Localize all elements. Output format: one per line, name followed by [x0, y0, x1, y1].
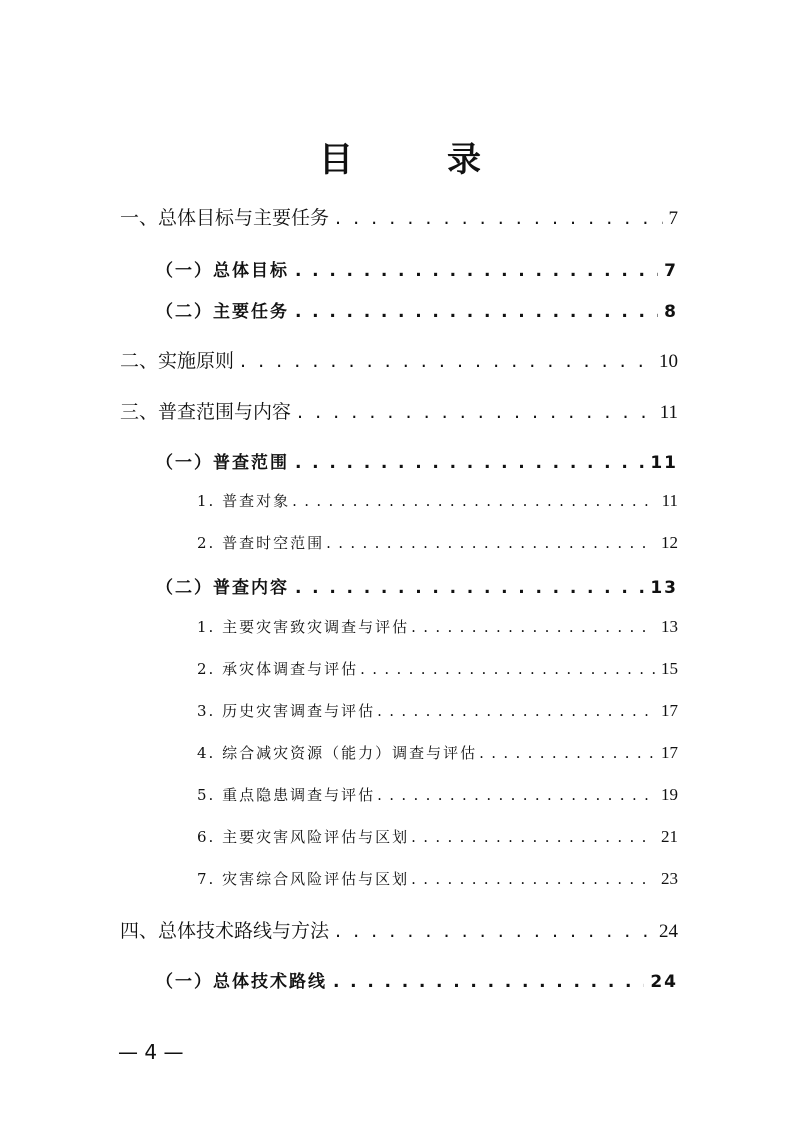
dot-leader: [295, 302, 658, 322]
toc-label: （一）总体技术路线: [156, 972, 327, 992]
page-title: 目 录: [319, 140, 511, 180]
toc-page: 13: [650, 578, 678, 598]
toc-label: 5. 重点隐患调查与评估: [197, 786, 376, 804]
toc-page: 21: [661, 827, 678, 846]
dot-leader: [335, 207, 662, 229]
toc-page: 11: [650, 453, 678, 473]
toc-entry[interactable]: [156, 448, 678, 473]
toc-label: 一、总体目标与主要任务: [120, 207, 330, 229]
toc-label: 2. 承灾体调查与评估: [197, 660, 359, 678]
toc-label: （一）普查范围: [156, 453, 289, 473]
toc-label: （二）普查内容: [156, 578, 289, 598]
toc-page: 17: [661, 701, 678, 720]
page-number: — 4 —: [118, 1040, 184, 1064]
toc-page: 8: [664, 302, 678, 322]
toc-entry[interactable]: [156, 256, 678, 281]
toc-page: 11: [661, 491, 678, 510]
toc-label: 1. 主要灾害致灾调查与评估: [197, 618, 410, 636]
dot-leader: [335, 920, 653, 942]
toc-label: 三、普查范围与内容: [120, 401, 292, 423]
toc-entry[interactable]: [156, 967, 678, 992]
toc-label: （一）总体目标: [156, 261, 289, 281]
toc-entry[interactable]: [197, 826, 678, 847]
dot-leader: [240, 350, 653, 372]
toc-page: 23: [661, 869, 678, 888]
dot-leader: [297, 401, 654, 423]
toc-page: 24: [659, 921, 678, 942]
dot-leader: [377, 786, 655, 804]
toc-entry[interactable]: [197, 742, 678, 763]
toc-entry[interactable]: [197, 532, 678, 553]
toc-entry[interactable]: [120, 916, 678, 943]
toc-label: 7. 灾害综合风险评估与区划: [197, 870, 410, 888]
dot-leader: [360, 660, 655, 678]
toc-label: 2. 普查时空范围: [197, 534, 325, 552]
toc-label: （二）主要任务: [156, 302, 289, 322]
dot-leader: [411, 828, 655, 846]
toc-label: 四、总体技术路线与方法: [120, 920, 330, 942]
toc-label: 4. 综合减灾资源（能力）调查与评估: [197, 744, 478, 762]
toc-entry[interactable]: [197, 616, 678, 637]
toc-page: 17: [661, 743, 678, 762]
dot-leader: [411, 618, 655, 636]
toc-entry[interactable]: [120, 203, 678, 230]
dot-leader: [295, 453, 644, 473]
toc-label: 3. 历史灾害调查与评估: [197, 702, 376, 720]
toc-page: 10: [659, 351, 678, 372]
dot-leader: [295, 578, 644, 598]
toc-entry[interactable]: [156, 573, 678, 598]
dot-leader: [333, 972, 644, 992]
toc-page: 13: [661, 617, 678, 636]
dot-leader: [292, 492, 656, 510]
toc-entry[interactable]: [197, 784, 678, 805]
toc-label: 二、实施原则: [120, 350, 235, 372]
dot-leader: [479, 744, 655, 762]
toc-page: 19: [661, 785, 678, 804]
toc-entry[interactable]: [197, 658, 678, 679]
toc-label: 6. 主要灾害风险评估与区划: [197, 828, 410, 846]
toc-entry[interactable]: [197, 700, 678, 721]
toc-entry[interactable]: [197, 490, 678, 511]
toc-entry[interactable]: [156, 297, 678, 322]
toc-page: 15: [661, 659, 678, 678]
dot-leader: [295, 261, 658, 281]
toc-page: 24: [650, 972, 678, 992]
toc-label: 1. 普查对象: [197, 492, 291, 510]
toc-entry[interactable]: [120, 346, 678, 373]
toc-page: 7: [668, 208, 678, 229]
toc-entry[interactable]: [120, 397, 678, 424]
toc-page: 7: [664, 261, 678, 281]
toc-page: 11: [659, 402, 678, 423]
toc-page: 12: [661, 533, 678, 552]
dot-leader: [377, 702, 655, 720]
dot-leader: [326, 534, 655, 552]
toc-entry[interactable]: [197, 868, 678, 889]
dot-leader: [411, 870, 655, 888]
